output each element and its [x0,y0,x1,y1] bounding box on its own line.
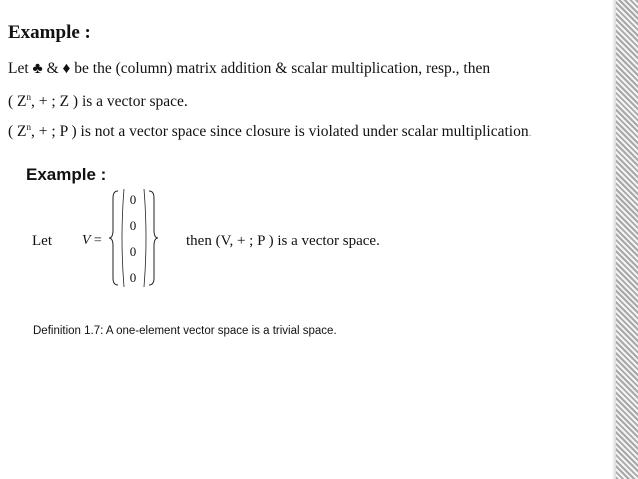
left-curly-brace [109,190,119,286]
left-paren-bracket [119,188,125,288]
line2-suffix: , + ; Z ) is a vector space. [31,93,188,110]
v-definition [82,233,102,249]
decorative-side-border [616,0,638,479]
line3-superscript: n [26,122,32,132]
let-label: Let [32,233,52,249]
example-heading-2: Example : [26,165,107,184]
vector-entry: 0 [129,192,137,207]
equals-sign: = [93,233,102,248]
example1-line3 [8,122,532,141]
example1-line1: Let ♣ & ♦ be the (column) matrix addition & scalar multiplication, resp., then [8,60,491,77]
then-statement: then (V, + ; P ) is a vector space. [186,233,380,249]
vector-entry: 0 [129,244,137,259]
line2-prefix: ( Z [8,93,27,110]
example-heading-1: Example : [8,22,91,43]
vector-entry: 0 [129,270,137,285]
v-symbol: V [82,233,91,248]
line3-suffix: , + ; P ) is not a vector space since closure is violated under scalar multiplication [31,123,529,140]
vector-entry: 0 [129,218,137,233]
line3-end: . [528,125,532,139]
example1-line2 [8,92,188,111]
definition-text: Definition 1.7: A one-element vector space is a trivial space. [33,325,337,337]
line2-superscript: n [26,92,32,102]
line3-prefix: ( Z [8,123,27,140]
right-curly-brace [148,190,158,286]
